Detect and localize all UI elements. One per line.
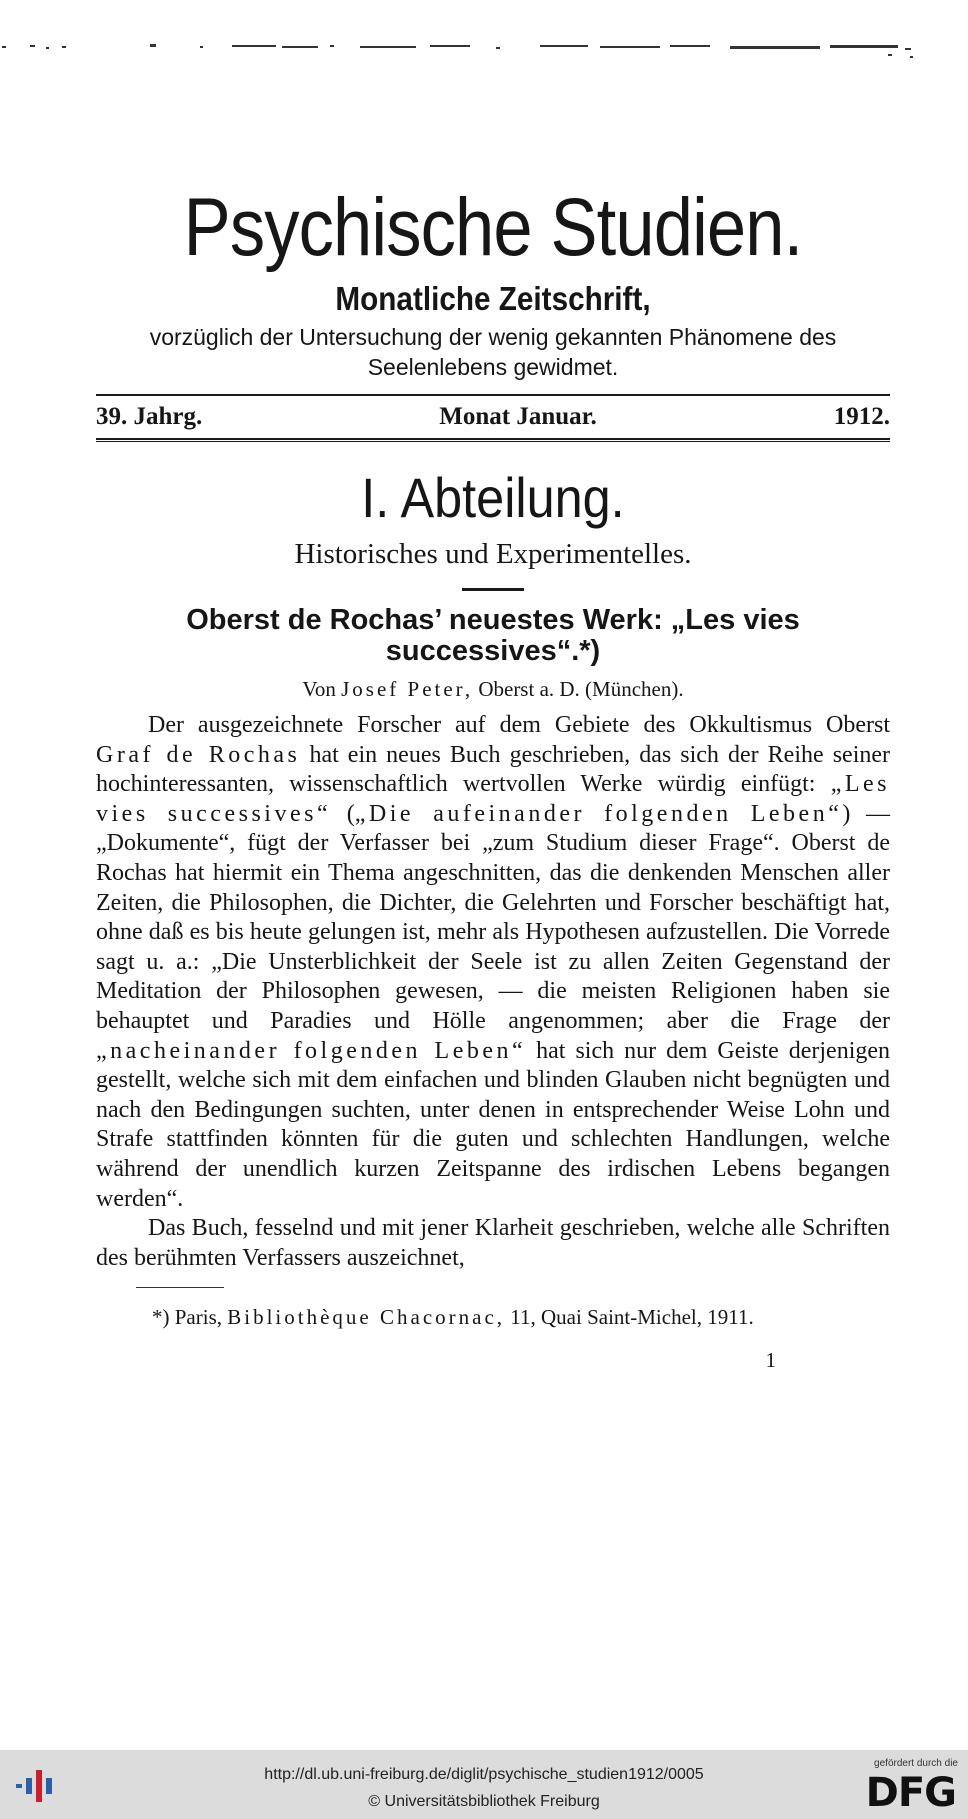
journal-description-line: vorzüglich der Untersuchung der wenig gekannten Phänomene des [149,324,837,350]
article-title [96,605,890,667]
text-run: ( [346,800,355,827]
journal-description-line: Seelenlebens gewidmet. [367,354,619,380]
body-paragraph: Das Buch, fesselnd und mit jener Klarheit geschrieben, welche alle Schriften des berühmten Verfassers auszeichnet, [96,1215,890,1271]
scan-speckle-line [0,36,968,66]
funding-note: gefördert durch die [874,1758,958,1769]
body-paragraph [96,711,890,1214]
section-title: I. Abteilung. [361,466,625,529]
footnote [96,1304,890,1330]
issue-year: 1912. [833,403,890,430]
spaced-name: Graf de Rochas [96,741,301,768]
section-divider [462,588,524,591]
text-run: hat ein neues Buch geschrieben, das sich der Reihe seiner hochinteressanten, wissenschaftlich wertvollen Werke würdig einfügt: [96,741,891,798]
journal-page [96,180,890,1373]
section-subtitle: Historisches und Experimentelles. [294,538,692,570]
viewer-footer [0,1750,968,1819]
article-title-line: Oberst de Rochas’ neuestes Werk: „Les vies [186,604,800,636]
issue-line [96,396,890,438]
byline-author: Josef Peter, [341,677,474,701]
footnote-rest: 11, Quai Saint-Michel, 1911. [510,1305,754,1330]
byline-suffix: Oberst a. D. (München). [478,677,684,701]
dfg-logo: DFG [865,1770,956,1816]
footnote-publisher: Bibliothèque Chacornac, [227,1305,506,1330]
page-number: 1 [765,1348,776,1373]
text-run: hat sich nur dem Geiste derjenigen gestellt, welche sich mit dem einfachen und blinden Glauben nicht begnügten und nach den Bedingungen suchten, unter denen in entsprechender Weise Lohn und Strafe stattfinden könnten für die guten und schlechten Handlungen, welche während der unendlich kurzen Zeitspanne des irdischen Lebens begangen werden“. [96,1037,891,1212]
spaced-phrase: „nacheinander folgenden Leben“ [96,1037,527,1064]
journal-title: Psychische Studien. [183,182,803,273]
issue-volume: 39. Jahrg. [96,403,203,430]
footnote-rule [136,1287,224,1288]
article-title-line: successives“.*) [385,635,601,667]
footnote-marker: *) Paris, [152,1305,222,1330]
text-run: Der ausgezeichnete Forscher auf dem Gebiete des Okkultismus Oberst [148,712,890,738]
text-run: ) — „Dokumente“, fügt der Verfasser bei „zum Studium dieser Frage“. Oberst de Rochas hat hiermit ein Thema angeschnitten, das die denkenden Menschen aller Zeiten, die Philosophen, die Dichter, die Gelehrten und Forscher beschäftigt hat, ohne daß es bis heute gelungen ist, mehr als Hypothesen aufzustellen. Die Vorrede sagt u. a.: „Die Unsterblichkeit der Seele ist zu allen Zeiten Gegenstand der Meditation der Philosophen gewesen, — die meisten Religionen haben sie behauptet und Paradies und Hölle angenommen; aber die Frage der [96,800,890,1034]
article-byline [96,675,890,703]
copyright-notice: © Universitätsbibliothek Freiburg [368,1793,600,1810]
article-body [96,711,890,1273]
spaced-title: „Les vies successives“ [96,771,891,827]
byline-prefix: Von [302,677,336,701]
permalink-url[interactable]: http://dl.ub.uni-freiburg.de/diglit/psychische_studien1912/0005 [264,1766,704,1783]
issue-header [96,394,890,442]
header-rule-bottom [96,438,890,442]
journal-subtitle: Monatliche Zeitschrift, [335,280,651,317]
journal-description [96,322,890,382]
issue-month: Monat Januar. [439,403,597,430]
spaced-title: „Die aufeinander folgenden Leben“ [354,800,843,827]
